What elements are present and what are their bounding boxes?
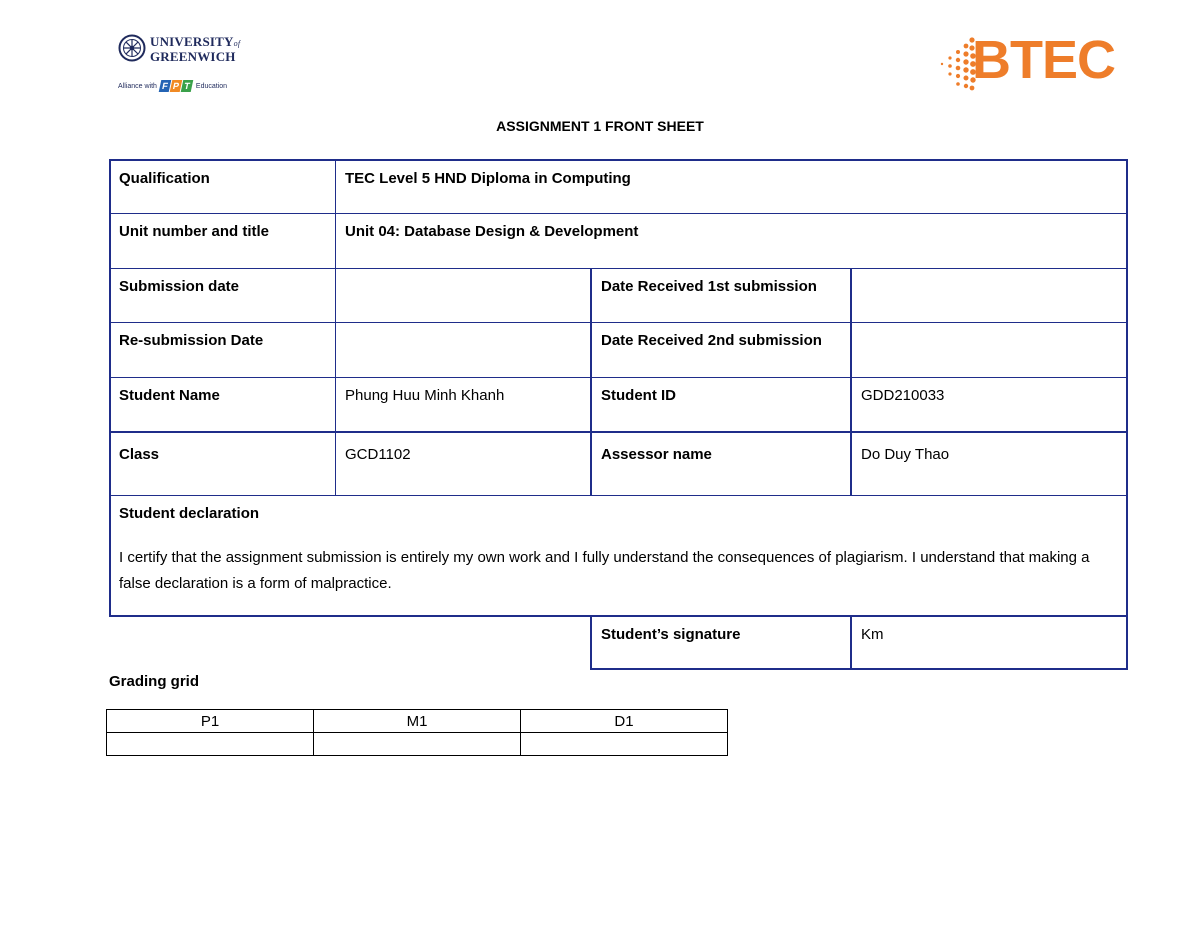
- grading-value-row: [107, 733, 728, 756]
- date-received-1-value[interactable]: [852, 269, 1126, 322]
- grade-header-m1: M1: [314, 710, 521, 733]
- alliance-text: Alliance with: [118, 82, 157, 90]
- date-received-2-label: Date Received 2nd submission: [601, 332, 822, 349]
- document-title: ASSIGNMENT 1 FRONT SHEET: [496, 118, 704, 134]
- signature-value[interactable]: Km: [861, 626, 884, 643]
- assessor-label: Assessor name: [601, 446, 712, 463]
- qualification-value: TEC Level 5 HND Diploma in Computing: [345, 170, 631, 187]
- qualification-label: Qualification: [119, 170, 210, 187]
- grade-header-d1: D1: [521, 710, 728, 733]
- signature-label: Student’s signature: [601, 626, 741, 643]
- university-of-greenwich-logo: [118, 34, 248, 94]
- grade-value-m1[interactable]: [314, 733, 521, 756]
- fpt-alliance-line: [118, 78, 227, 94]
- submission-date-label: Submission date: [119, 278, 240, 295]
- education-text: Education: [195, 82, 228, 90]
- submission-date-value[interactable]: [336, 269, 590, 322]
- unit-value: Unit 04: Database Design & Development: [345, 223, 639, 240]
- resubmission-date-value[interactable]: [336, 323, 590, 377]
- fpt-logo-icon: F P T: [160, 80, 193, 92]
- declaration-text: I certify that the assignment submission is entirely my own work and I fully understand the consequences of plagiarism. I understand that making a false declaration is a form of malpractice.: [119, 549, 1090, 592]
- student-id-label: Student ID: [601, 387, 676, 404]
- date-received-2-value[interactable]: [852, 323, 1126, 377]
- grading-grid-table: [106, 709, 728, 756]
- declaration-label: Student declaration: [119, 505, 260, 522]
- date-received-1-label: Date Received 1st submission: [601, 278, 817, 295]
- university-name: UNIVERSITYof GREENWICH: [150, 34, 241, 64]
- student-name-label: Student Name: [119, 387, 220, 404]
- grade-value-p1[interactable]: [107, 733, 314, 756]
- class-label: Class: [119, 446, 160, 463]
- university-seal-icon: [118, 34, 146, 62]
- assessor-value[interactable]: Do Duy Thao: [861, 446, 950, 463]
- grading-header-row: [107, 710, 728, 733]
- btec-wordmark: BTEC: [972, 30, 1115, 90]
- class-value[interactable]: GCD1102: [345, 446, 411, 463]
- student-id-value[interactable]: GDD210033: [861, 387, 945, 404]
- grade-header-p1: P1: [107, 710, 314, 733]
- student-name-value[interactable]: Phung Huu Minh Khanh: [345, 387, 505, 404]
- unit-label: Unit number and title: [119, 223, 269, 240]
- resubmission-date-label: Re-submission Date: [119, 332, 264, 349]
- grading-grid-label: Grading grid: [109, 673, 199, 690]
- grade-value-d1[interactable]: [521, 733, 728, 756]
- btec-logo: [936, 30, 1122, 92]
